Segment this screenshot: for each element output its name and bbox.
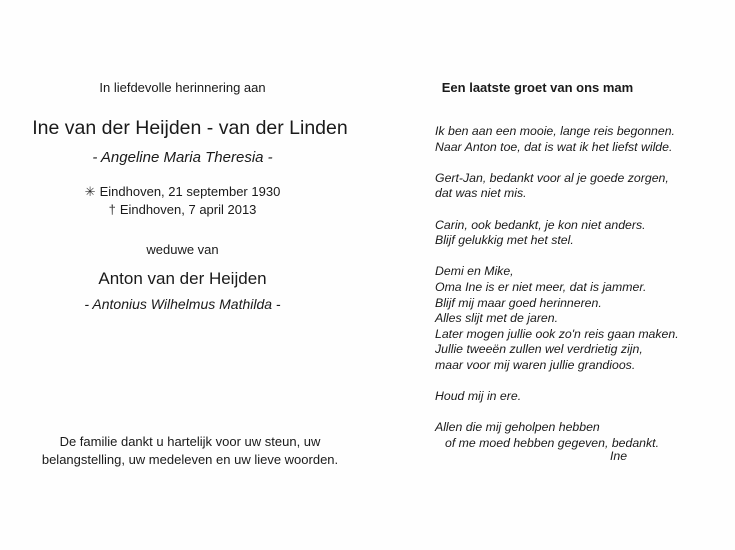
poem-stanza: [435, 218, 730, 249]
deceased-name: Ine van der Heijden - van der Linden: [32, 117, 348, 139]
poem-line: dat was niet mis.: [435, 186, 527, 201]
death-line: [0, 202, 365, 217]
poem: [435, 124, 730, 467]
thanks-line: belangstelling, uw medeleven en uw lieve woorden.: [41, 452, 339, 467]
death-cross-icon: †: [108, 202, 116, 217]
poem-line: Demi en Mike,: [435, 264, 514, 279]
deceased-given-names: - Angeline Maria Theresia -: [92, 149, 273, 166]
poem-line: Jullie tweeën zullen wel verdrietig zijn,: [435, 342, 643, 357]
poem-line: Blijf mij maar goed herinneren.: [435, 295, 602, 310]
poem-line: Naar Anton toe, dat is wat ik het liefst wilde.: [435, 139, 673, 154]
poem-line: Blijf gelukkig met het stel.: [435, 233, 574, 248]
poem-line: maar voor mij waren jullie grandioos.: [435, 357, 636, 372]
spouse-name: Anton van der Heijden: [98, 269, 267, 288]
birth-line: [0, 184, 365, 200]
thanks-line: De familie dankt u hartelijk voor uw steun, uw: [59, 434, 321, 449]
right-panel: [370, 0, 735, 550]
poem-line: Allen die mij geholpen hebben: [435, 420, 600, 435]
spouse-given-names: - Antonius Wilhelmus Mathilda -: [84, 296, 281, 312]
poem-stanza: [435, 389, 730, 405]
intro-text: In liefdevolle herinnering aan: [99, 80, 266, 95]
family-thanks: [0, 433, 380, 469]
poem-stanza: [435, 171, 730, 202]
poem-line: Oma Ine is er niet meer, dat is jammer.: [435, 279, 647, 294]
poem-line: Alles slijt met de jaren.: [435, 311, 559, 326]
poem-line: Ik ben aan een mooie, lange reis begonnen.: [435, 124, 675, 138]
birth-text: Eindhoven, 21 september 1930: [99, 184, 281, 199]
poem-line: Carin, ook bedankt, je kon niet anders.: [435, 217, 646, 232]
poem-stanza: [435, 420, 730, 451]
signature: Ine: [610, 449, 628, 463]
poem-line: Houd mij in ere.: [435, 389, 522, 404]
poem-title: Een laatste groet van ons mam: [441, 80, 634, 95]
poem-line: of me moed hebben gegeven, bedankt.: [445, 435, 659, 450]
poem-line: Gert-Jan, bedankt voor al je goede zorgen,: [435, 170, 669, 185]
poem-line: Later mogen jullie ook zo'n reis gaan maken.: [435, 326, 679, 341]
death-text: Eindhoven, 7 april 2013: [119, 202, 257, 217]
birth-star-icon: ✳: [84, 184, 96, 199]
poem-stanza: [435, 264, 730, 373]
poem-stanza: [435, 124, 730, 155]
widow-of-text: weduwe van: [146, 242, 219, 257]
